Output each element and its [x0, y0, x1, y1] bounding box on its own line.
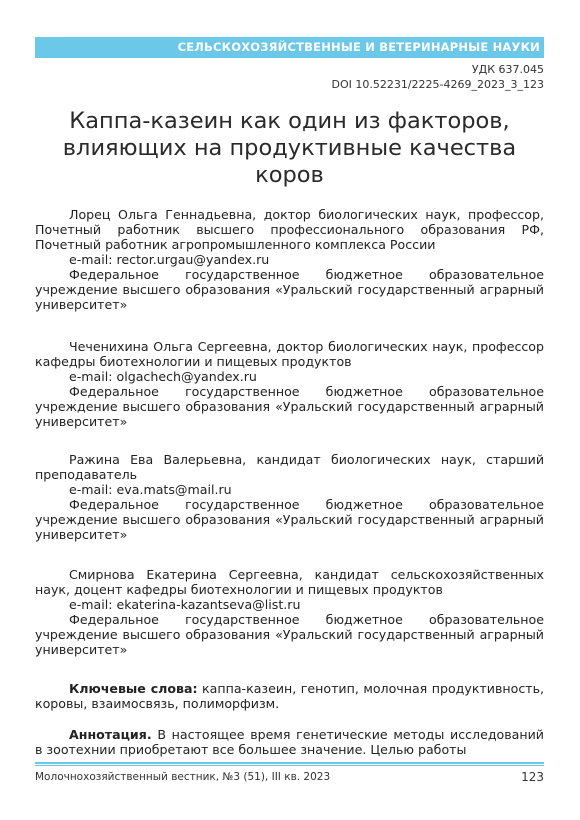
author-block-1	[35, 207, 544, 312]
author-email: e-mail: ekaterina-kazantseva@list.ru	[69, 597, 301, 612]
page-number: 123	[521, 770, 544, 784]
author-affiliation: Федеральное государственное бюджетное образовательное учреждение высшего образования «Уральский государственный аграрный университет»	[35, 384, 544, 429]
author-affiliation: Федеральное государственное бюджетное образовательное учреждение высшего образования «Уральский государственный аграрный университет»	[35, 612, 544, 657]
annotation	[35, 727, 544, 757]
keywords-text: каппа-казеин, генотип, молочная продуктивность, коровы, взаимосвязь, полиморфизм.	[35, 681, 545, 711]
footer-divider-thin	[35, 765, 544, 766]
author-info: Чеченихина Ольга Сергеевна, доктор биологических наук, профессор кафедры биотехнологии и пищевых продуктов	[35, 339, 544, 369]
author-block-2	[35, 339, 544, 429]
author-email: e-mail: olgachech@yandex.ru	[69, 369, 257, 384]
annotation-label: Аннотация.	[69, 727, 152, 742]
doi-code: DOI 10.52231/2225-4269_2023_3_123	[331, 78, 544, 91]
article-title: Каппа-казеин как один из факторов, влияющих на продуктивные качества коров	[62, 108, 517, 188]
keywords-label: Ключевые слова:	[69, 681, 198, 696]
author-block-3	[35, 452, 544, 542]
udk-code: УДК 637.045	[471, 63, 544, 76]
author-affiliation: Федеральное государственное бюджетное образовательное учреждение высшего образования «Уральский государственный аграрный университет»	[35, 497, 544, 542]
section-title: СЕЛЬСКОХОЗЯЙСТВЕННЫЕ И ВЕТЕРИНАРНЫЕ НАУКИ	[177, 40, 540, 54]
keywords	[35, 681, 544, 711]
author-block-4	[35, 567, 544, 657]
author-info: Ражина Ева Валерьевна, кандидат биологических наук, старший преподаватель	[35, 452, 544, 482]
author-email: e-mail: eva.mats@mail.ru	[69, 482, 232, 497]
journal-footer: Молочнохозяйственный вестник, №3 (51), III кв. 2023	[35, 771, 331, 783]
author-info: Лорец Ольга Геннадьевна, доктор биологических наук, профессор, Почетный работник высшего профессионального образования РФ, Почетный работник агропромышленного комплекса России	[35, 207, 544, 252]
author-info: Смирнова Екатерина Сергеевна, кандидат сельскохозяйственных наук, доцент кафедры биотехнологии и пищевых продуктов	[35, 567, 544, 597]
annotation-text: В настоящее время генетические методы исследований в зоотехнии приобретают все большее значение. Целью работы	[35, 727, 544, 757]
footer-divider	[35, 762, 544, 764]
section-banner	[35, 37, 544, 58]
author-email: e-mail: rector.urgau@yandex.ru	[69, 252, 270, 267]
author-affiliation: Федеральное государственное бюджетное образовательное учреждение высшего образования «Уральский государственный аграрный университет»	[35, 267, 544, 312]
